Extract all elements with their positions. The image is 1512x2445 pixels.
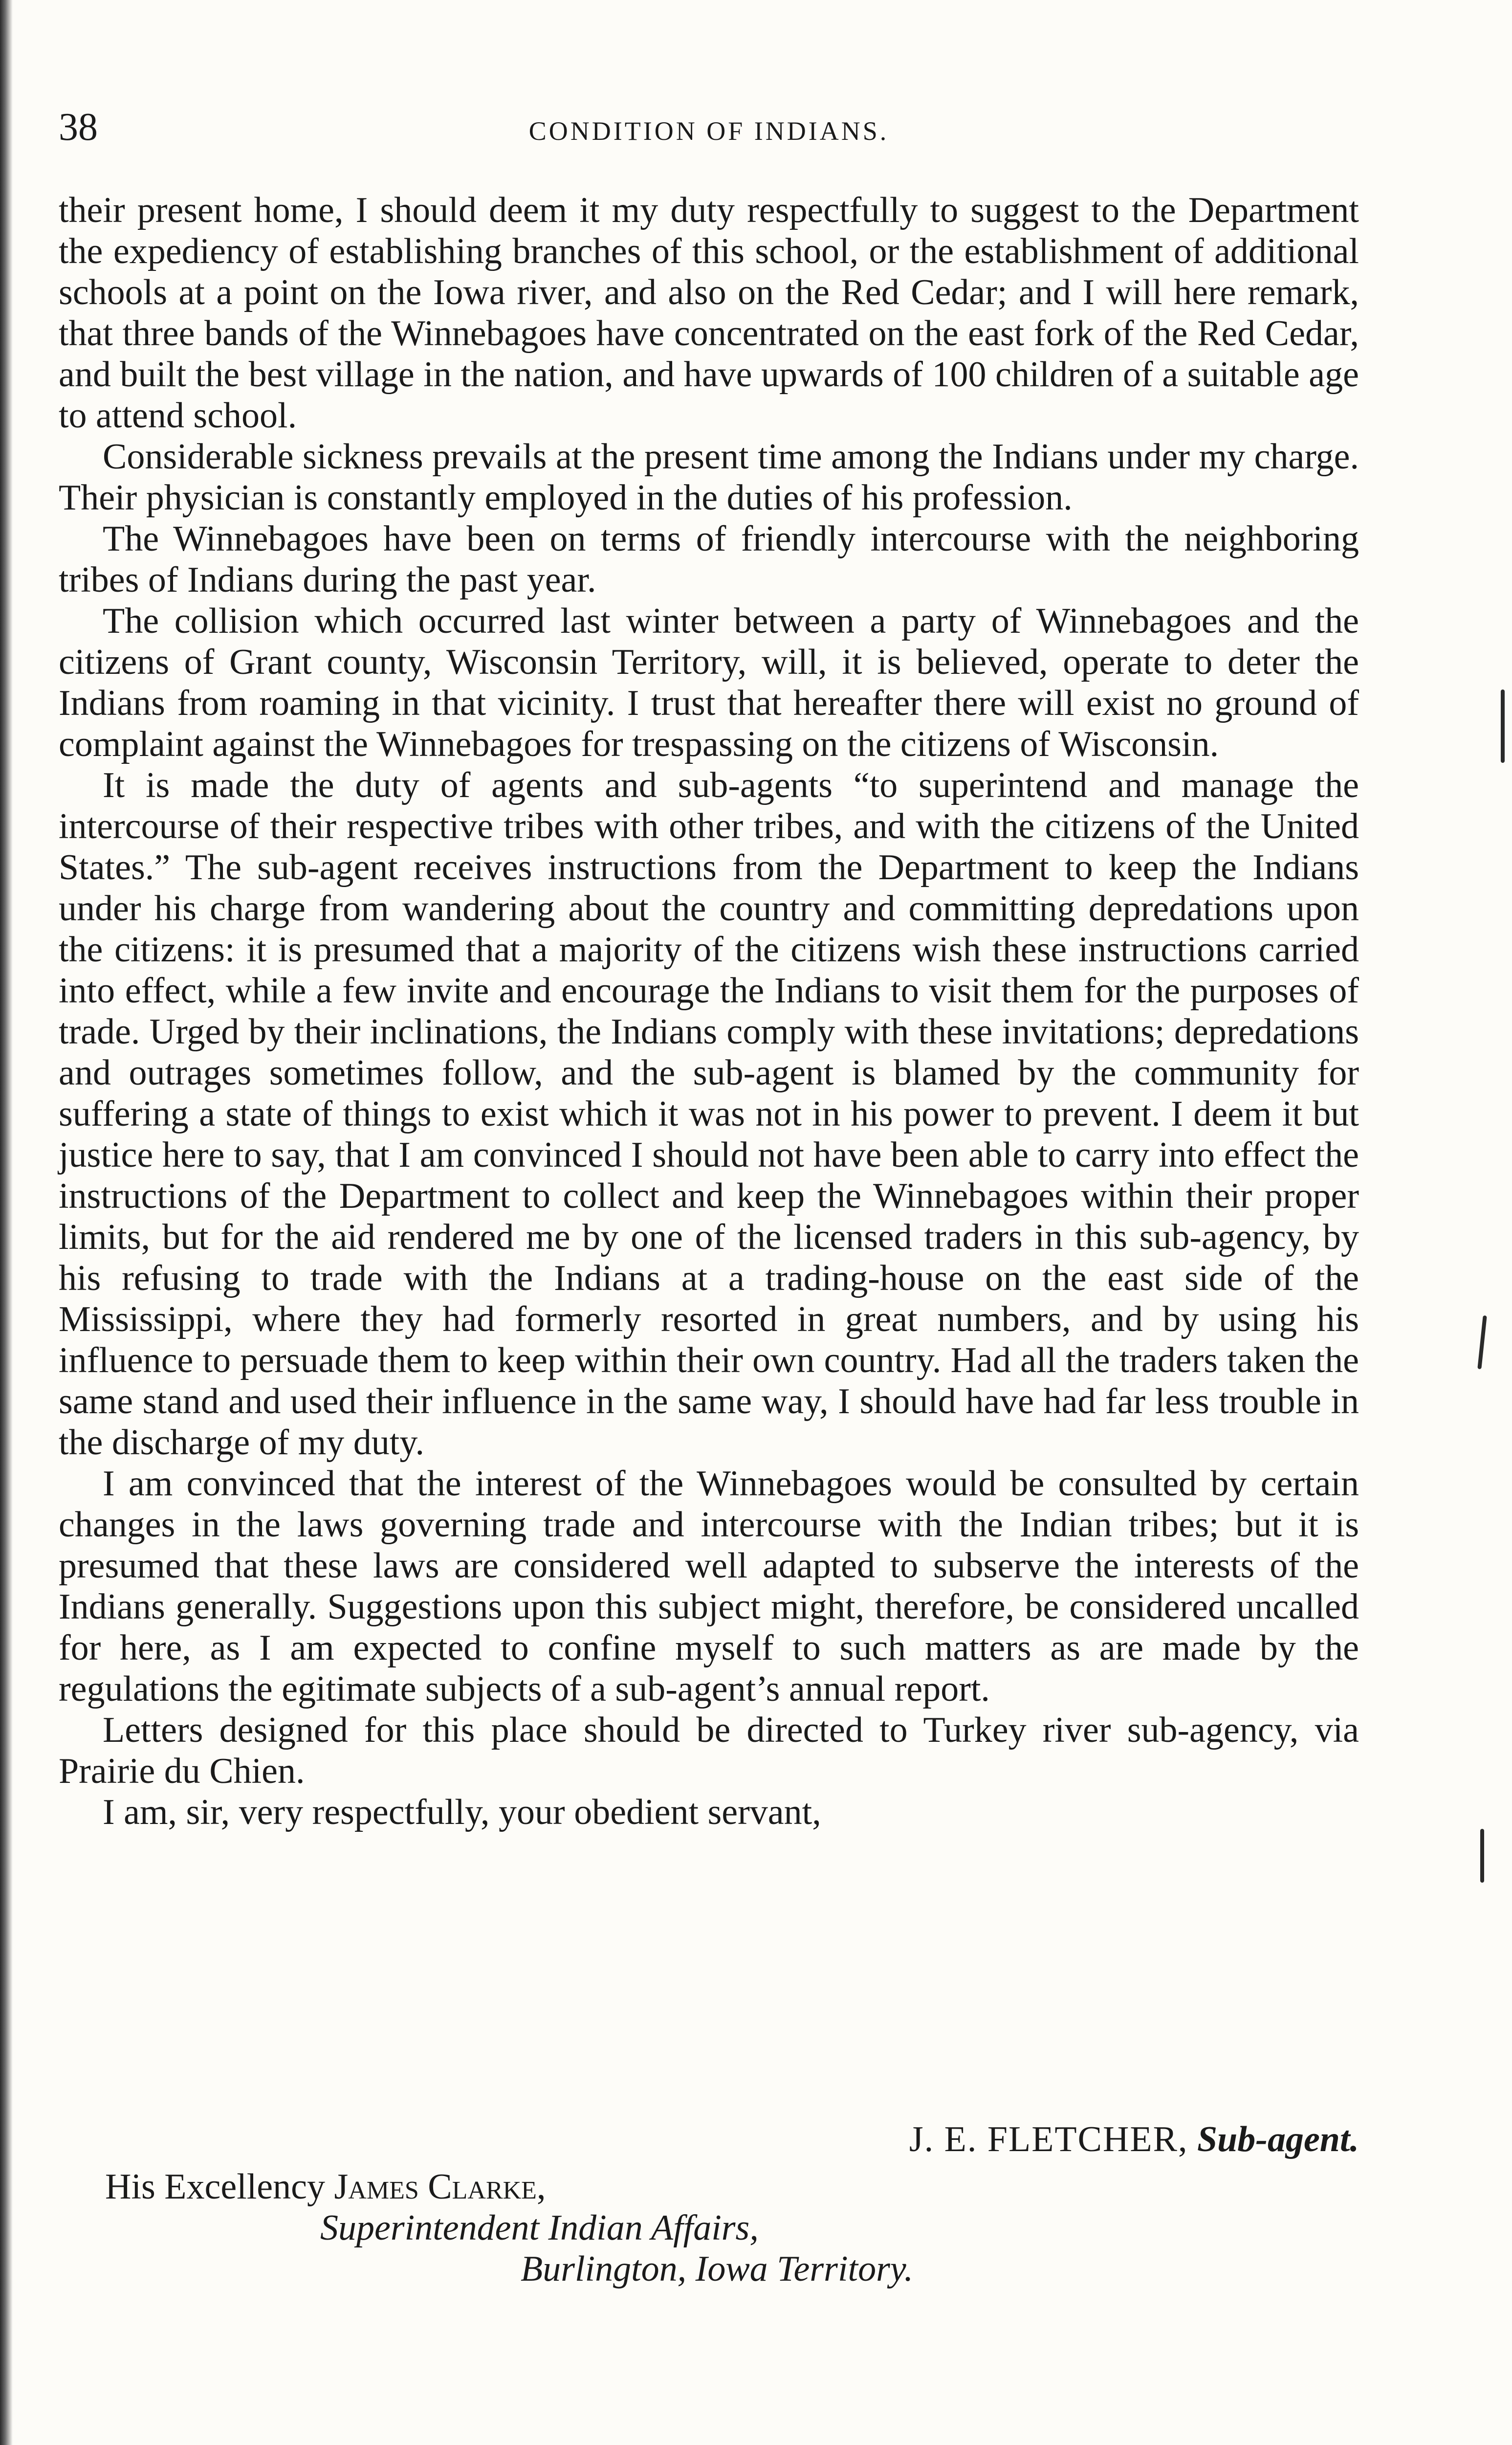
- addressee-line-1: [105, 2166, 1181, 2207]
- addressee-prefix: His Excellency: [105, 2167, 325, 2207]
- paragraph-7: Letters designed for this place should be directed to Turkey river sub-agency, via Prairie du Chien.: [59, 1710, 1359, 1791]
- paragraph-5: It is made the duty of agents and sub-agents “to superintend and manage the intercourse of their respective tribes with other tribes, and with the citizens of the United States.” The sub-agent receives instructions from the Department to keep the Indians under his charge from wandering about the country and committing depredations upon the citizens: it is presumed that a majority of the citizens wish these instructions carried into effect, while a few invite and encourage the Indians to visit them for the purposes of trade. Urged by their inclinations, the Indians comply with these invitations; depredations and outrages sometimes follow, and the sub-agent is blamed by the community for suffering a state of things to exist which it was not in his power to prevent. I deem it but justice here to say, that I am convinced I should not have been able to carry into effect the instructions of the Department to collect and keep the Winnebagoes within their proper limits, but for the aid rendered me by one of the licensed traders in this sub-agency, by his refusing to trade with the Indians at a trading-house on the east side of the Mississippi, where they had formerly resorted in great numbers, and by using his influence to persuade them to keep within their own country. Had all the traders taken the same stand and used their influence in the same way, I should have had far less trouble in the discharge of my duty.: [59, 765, 1359, 1463]
- paragraph-3: The Winnebagoes have been on terms of friendly intercourse with the neighboring tribes of Indians during the past year.: [59, 519, 1359, 600]
- addressee-line-2: Superintendent Indian Affairs,: [320, 2208, 759, 2248]
- running-title: CONDITION OF INDIANS.: [528, 116, 889, 146]
- addressee-name: James Clarke,: [334, 2167, 546, 2207]
- margin-mark-top: [1501, 689, 1505, 763]
- page-number: 38: [59, 106, 98, 149]
- margin-mark-lower: [1480, 1829, 1484, 1883]
- paragraph-1: their present home, I should deem it my duty respectfully to suggest to the Department the expediency of establishing branches of this school, or the establishment of additional schools at a point on the Iowa river, and also on the Red Cedar; and I will here remark, that three bands of the Winnebagoes have concentrated on the east fork of the Red Cedar, and built the best village in the nation, and have upwards of 100 children of a suitable age to attend school.: [59, 190, 1359, 436]
- body-text: [59, 190, 1359, 1833]
- running-head: [59, 100, 1359, 154]
- paragraph-8: I am, sir, very respectfully, your obedient servant,: [103, 1792, 821, 1832]
- addressee-line-3: Burlington, Iowa Territory.: [521, 2249, 914, 2289]
- paragraph-6: I am convinced that the interest of the Winnebagoes would be consulted by certain changes in the laws governing trade and intercourse with the Indian tribes; but it is presumed that these laws are considered well adapted to subserve the interests of the Indians generally. Suggestions upon this subject might, therefore, be considered uncalled for here, as I am expected to confine myself to such matters as are made by the regulations the egitimate subjects of a sub-agent’s annual report.: [59, 1464, 1359, 1709]
- signature: [733, 2117, 1359, 2161]
- margin-mark-middle: [1477, 1315, 1487, 1369]
- signature-name: J. E. FLETCHER,: [909, 2119, 1188, 2159]
- addressee-block: [105, 2166, 1181, 2289]
- page-gutter-shadow: [0, 0, 13, 2445]
- signature-title: Sub-agent.: [1197, 2119, 1359, 2159]
- paragraph-4: The collision which occurred last winter between a party of Winnebagoes and the citizens of Grant county, Wisconsin Territory, will, it is believed, operate to deter the Indians from roaming in that vicinity. I trust that hereafter there will exist no ground of complaint against the Winnebagoes for trespassing on the citizens of Wisconsin.: [59, 601, 1359, 764]
- paragraph-2: Considerable sickness prevails at the present time among the Indians under my charge. Their physician is constantly employed in the duties of his profession.: [59, 437, 1359, 518]
